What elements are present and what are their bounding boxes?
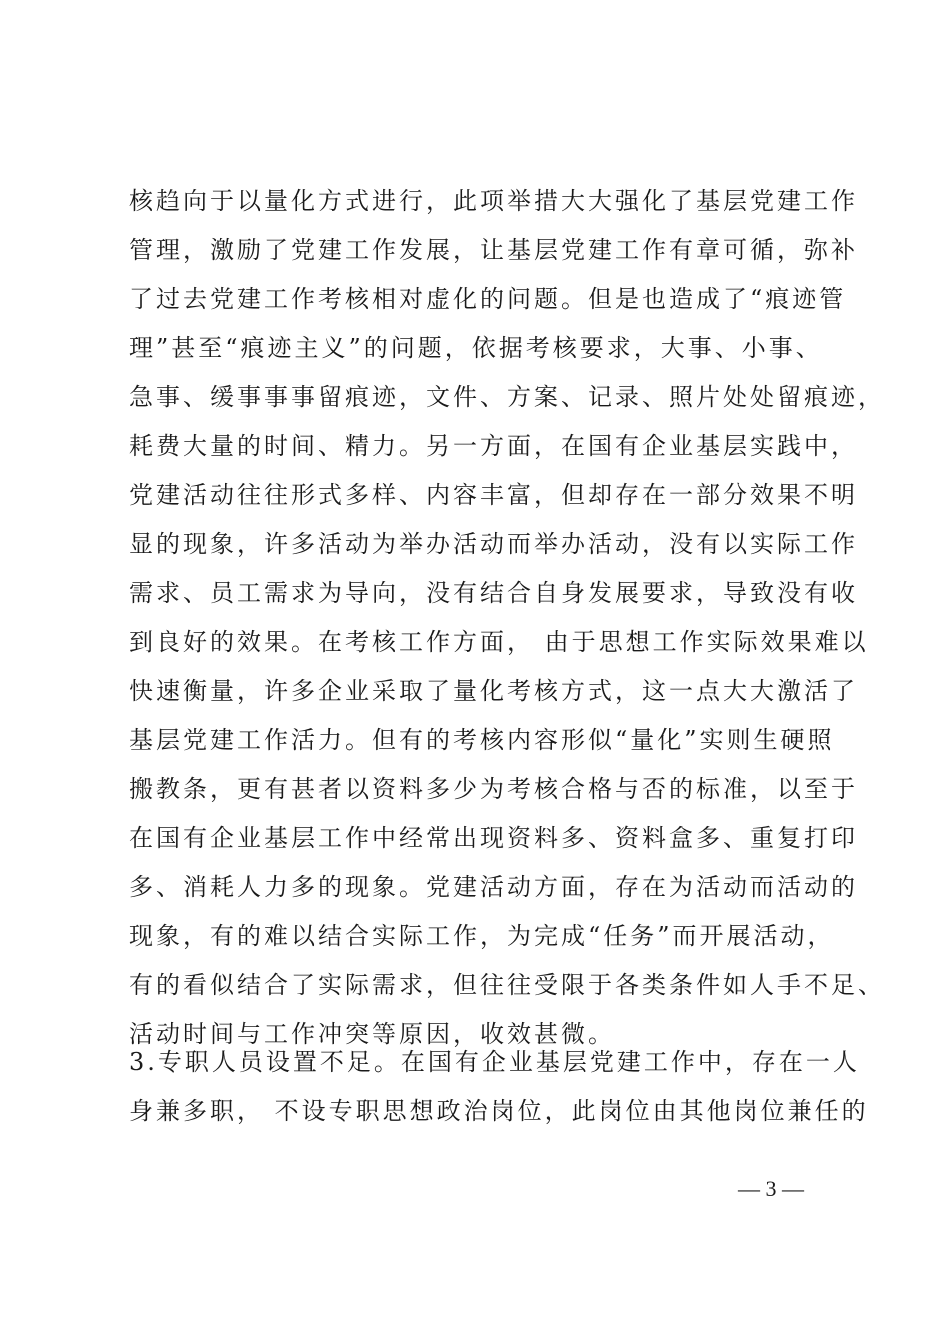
text-line: 现象，有的难以结合实际工作，为完成“任务”而开展活动， xyxy=(129,922,835,950)
text-line: 多、消耗人力多的现象。党建活动方面，存在为活动而活动的 xyxy=(129,873,858,901)
text-line: 耗费大量的时间、精力。另一方面，在国有企业基层实践中， xyxy=(129,432,858,460)
text-line: 有的看似结合了实际需求，但往往受限于各类条件如人手不足、 xyxy=(129,971,885,999)
text-line: 了过去党建工作考核相对虚化的问题。但是也造成了“痕迹管 xyxy=(129,285,847,313)
text-line: 需求、员工需求为导向，没有结合自身发展要求，导致没有收 xyxy=(129,579,858,607)
text-line: 显的现象，许多活动为举办活动而举办活动，没有以实际工作 xyxy=(129,530,858,558)
text-line: 快速衡量，许多企业采取了量化考核方式，这一点大大激活了 xyxy=(129,677,858,705)
text-line: 搬教条，更有甚者以资料多少为考核合格与否的标准，以至于 xyxy=(129,775,858,803)
text-line: 核趋向于以量化方式进行，此项举措大大强化了基层党建工作 xyxy=(129,187,858,215)
text-line: 基层党建工作活力。但有的考核内容形似“量化”实则生硬照 xyxy=(129,726,835,754)
text-line: 管理，激励了党建工作发展，让基层党建工作有章可循，弥补 xyxy=(129,236,858,264)
paragraph-2 xyxy=(129,1038,869,1136)
paragraph-1 xyxy=(129,177,885,1059)
text-line: 活动时间与工作冲突等原因，收效甚微。 xyxy=(129,1020,615,1048)
text-line: 到良好的效果。在考核工作方面， 由于思想工作实际效果难以 xyxy=(129,628,869,656)
page-number: — 3 — xyxy=(738,1176,804,1201)
text-line: 在国有企业基层工作中经常出现资料多、资料盒多、重复打印 xyxy=(129,824,858,852)
text-line: 理”甚至“痕迹主义”的问题，依据考核要求，大事、小事、 xyxy=(129,334,823,362)
text-line: 身兼多职， 不设专职思想政治岗位，此岗位由其他岗位兼任的 xyxy=(129,1097,869,1125)
text-line: 急事、缓事事事留痕迹，文件、方案、记录、照片处处留痕迹， xyxy=(129,383,885,411)
text-line: 党建活动往往形式多样、内容丰富，但却存在一部分效果不明 xyxy=(129,481,858,509)
text-line: 3.专职人员设置不足。在国有企业基层党建工作中，存在一人 xyxy=(129,1048,860,1076)
